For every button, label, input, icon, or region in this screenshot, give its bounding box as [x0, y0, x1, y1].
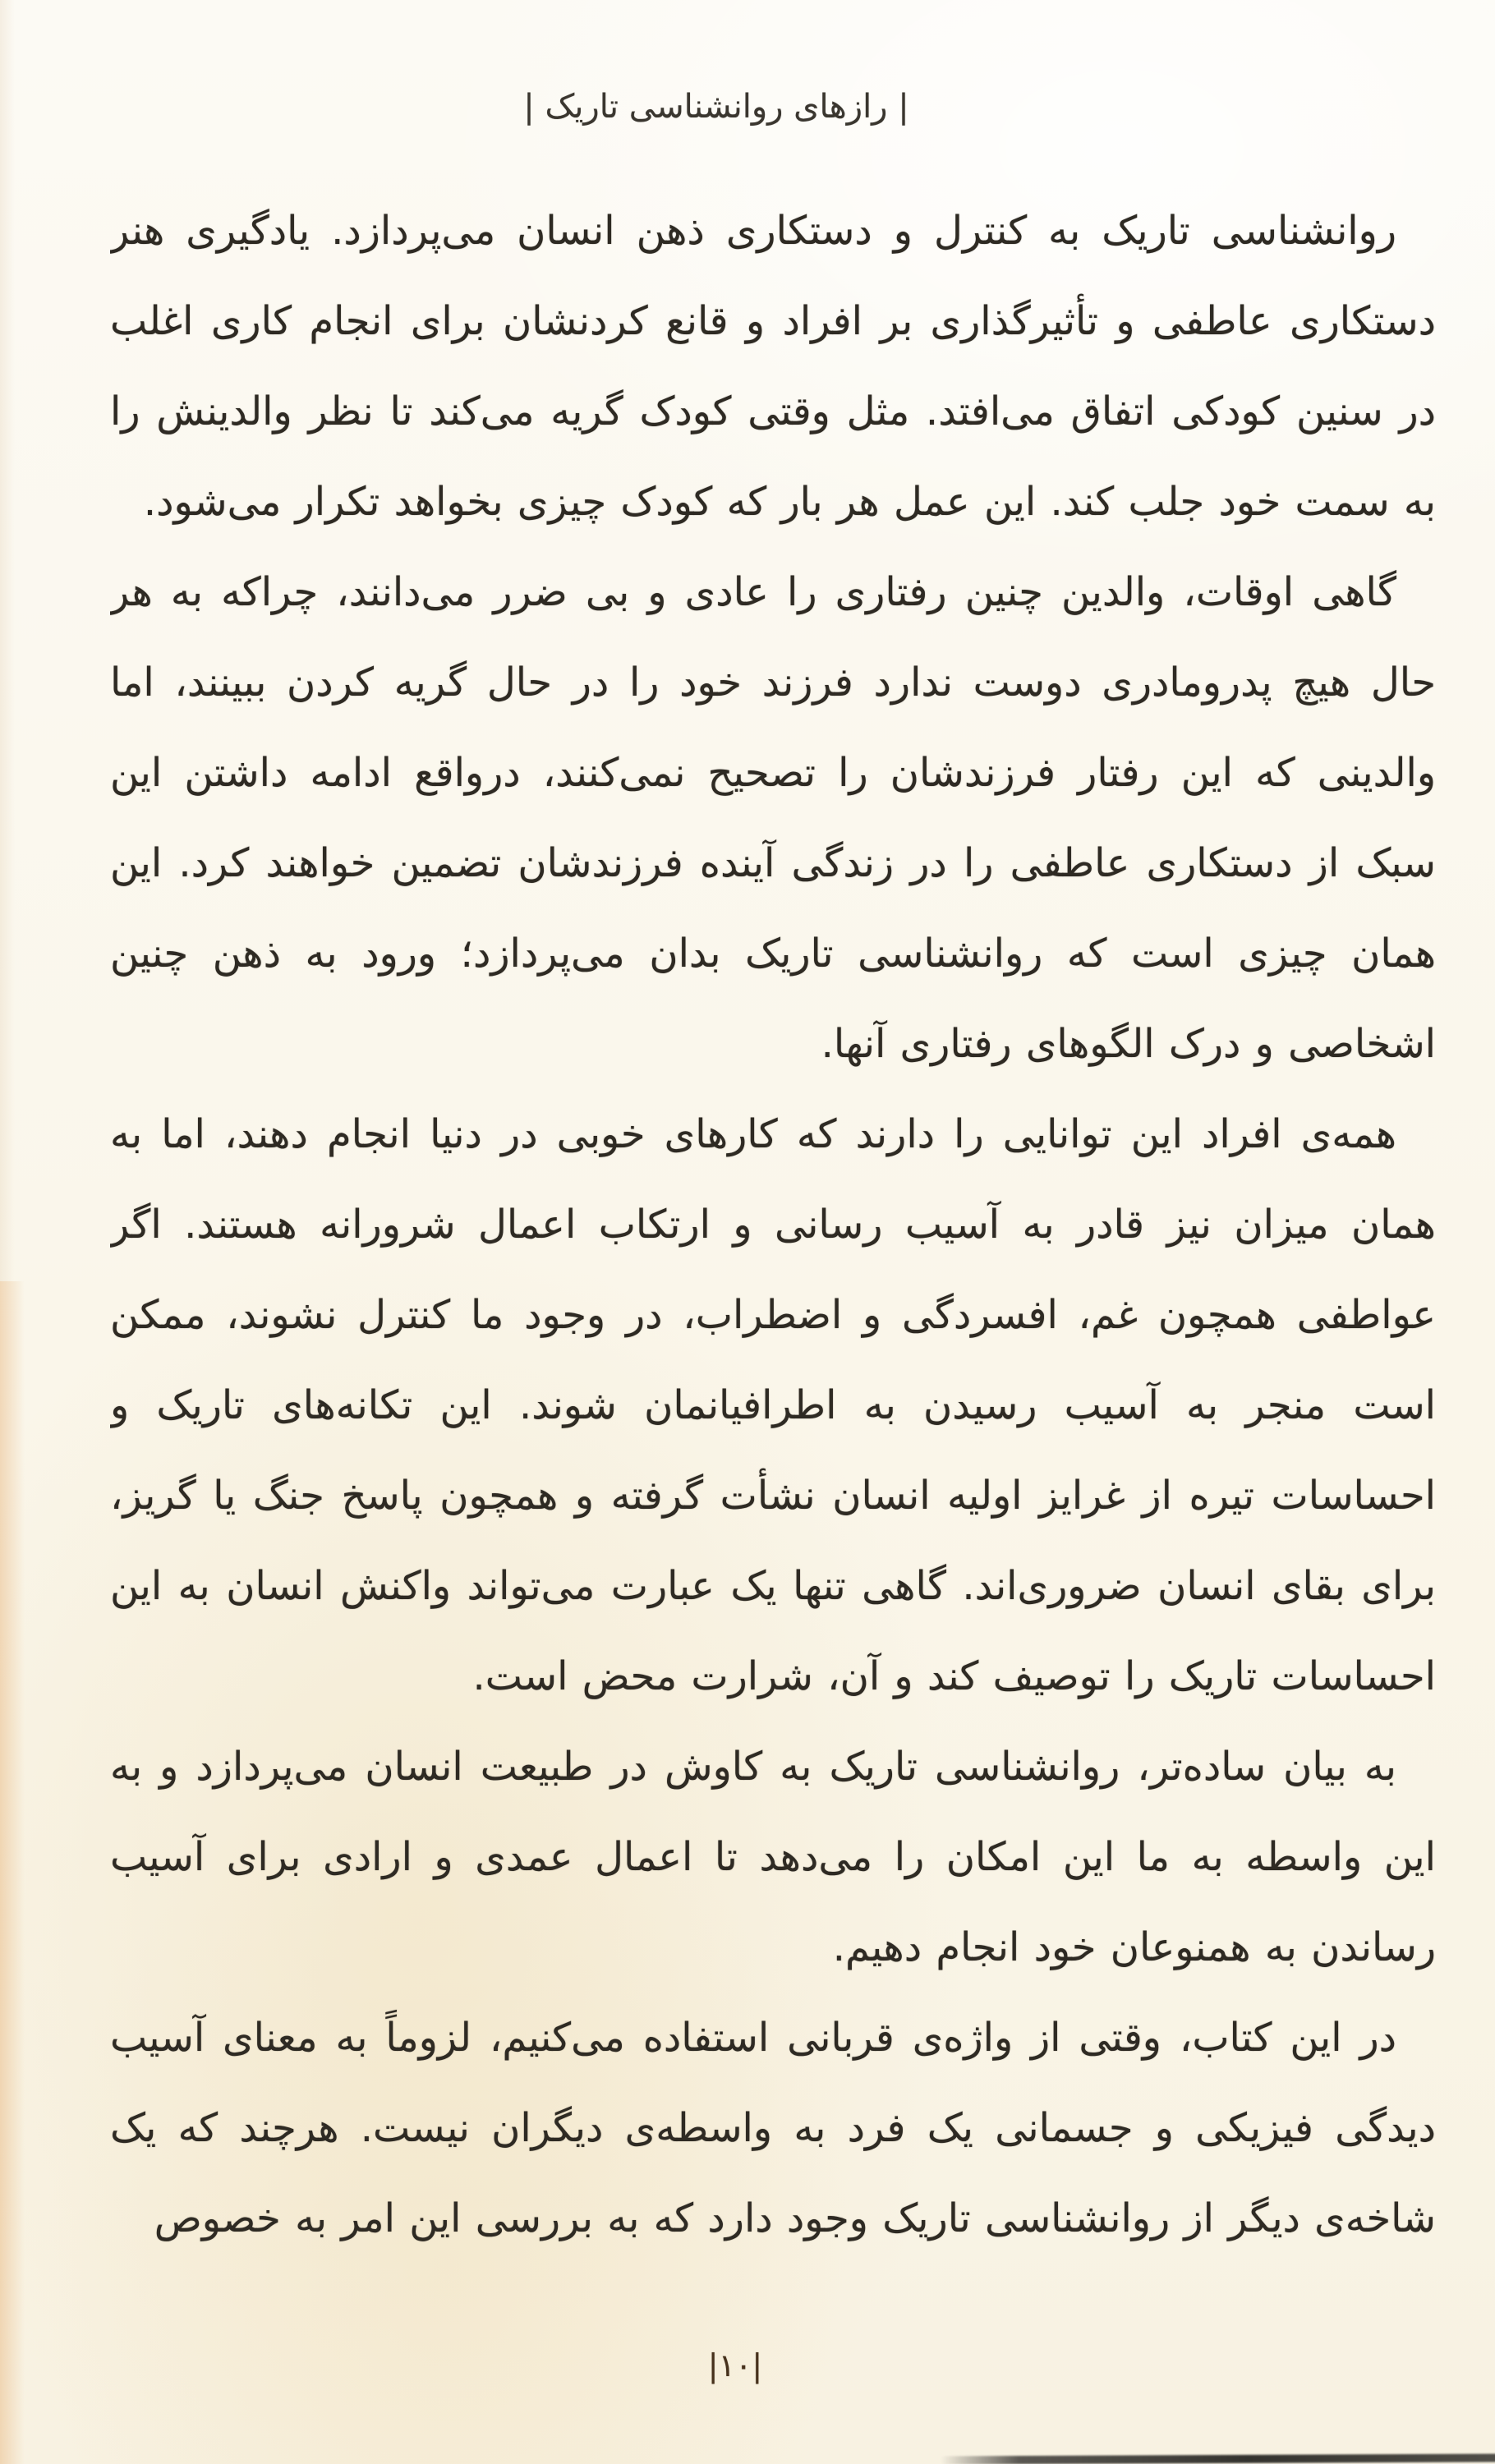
page-body-text: [110, 186, 1436, 2264]
paragraph-2: گاهی اوقات، والدین چنین رفتاری را عادی و بی ضرر می‌دانند، چراکه به هر حال هیچ پدرومادری دوست ندارد فرزند خود را در حال گریه کردن ببینند، اما والدینی که این رفتار فرزندشان را تصحیح نمی‌کنند، درواقع ادامه داشتن این سبک از دستکاری عاطفی را در زندگی آینده فرزندشان تضمین خواهند کرد. این همان چیزی است که روانشناسی تاریک بدان می‌پردازد؛ ورود به ذهن چنین اشخاصی و درک الگوهای رفتاری آنها.: [110, 569, 1436, 1067]
scan-edge-shadow-bottom: [941, 2454, 1495, 2464]
page-number: |۱۰|: [707, 2347, 763, 2384]
paragraph-4: به بیان ساده‌تر، روانشناسی تاریک به کاوش در طبیعت انسان می‌پردازد و به این واسطه به ما این امکان را می‌دهد تا اعمال عمدی و ارادی برای آسیب رساندن به همنوعان خود انجام دهیم.: [110, 1744, 1436, 1970]
paragraph-5: در این کتاب، وقتی از واژه‌ی قربانی استفاده می‌کنیم، لزوماً به معنای آسیب دیدگی فیزیکی و جسمانی یک فرد به واسطه‌ی دیگران نیست. هرچند که یک شاخه‌ی دیگر از روانشناسی تاریک وجود دارد که به بررسی این امر به خصوص: [110, 2015, 1436, 2241]
scan-edge-tint-left-upper: [0, 0, 15, 1281]
paragraph-3: همه‌ی افراد این توانایی را دارند که کارهای خوبی در دنیا انجام دهند، اما به همان میزان نیز قادر به آسیب رسانی و ارتکاب اعمال شرورانه هستند. اگر عواطفی همچون غم، افسردگی و اضطراب، در وجود ما کنترل نشوند، ممکن است منجر به آسیب رسیدن به اطرافیانمان شوند. این تکانه‌های تاریک و احساسات تیره از غرایز اولیه انسان نشأت گرفته و همچون پاسخ جنگ یا گریز، برای بقای انسان ضروری‌اند. گاهی تنها یک عبارت می‌تواند واکنش انسان به این احساسات تاریک را توصیف کند و آن، شرارت محض است.: [110, 1111, 1436, 1699]
scan-edge-tint-left: [0, 1281, 25, 2464]
paragraph-1: روانشناسی تاریک به کنترل و دستکاری ذهن انسان می‌پردازد. یادگیری هنر دستکاری عاطفی و تأثیرگذاری بر افراد و قانع کردنشان برای انجام کاری اغلب در سنین کودکی اتفاق می‌افتد. مثل وقتی کودک گریه می‌کند تا نظر والدینش را به سمت خود جلب کند. این عمل هر بار که کودک چیزی بخواهد تکرار می‌شود.: [110, 208, 1436, 525]
running-head-title: | رازهای روانشناسی تاریک |: [523, 88, 909, 126]
